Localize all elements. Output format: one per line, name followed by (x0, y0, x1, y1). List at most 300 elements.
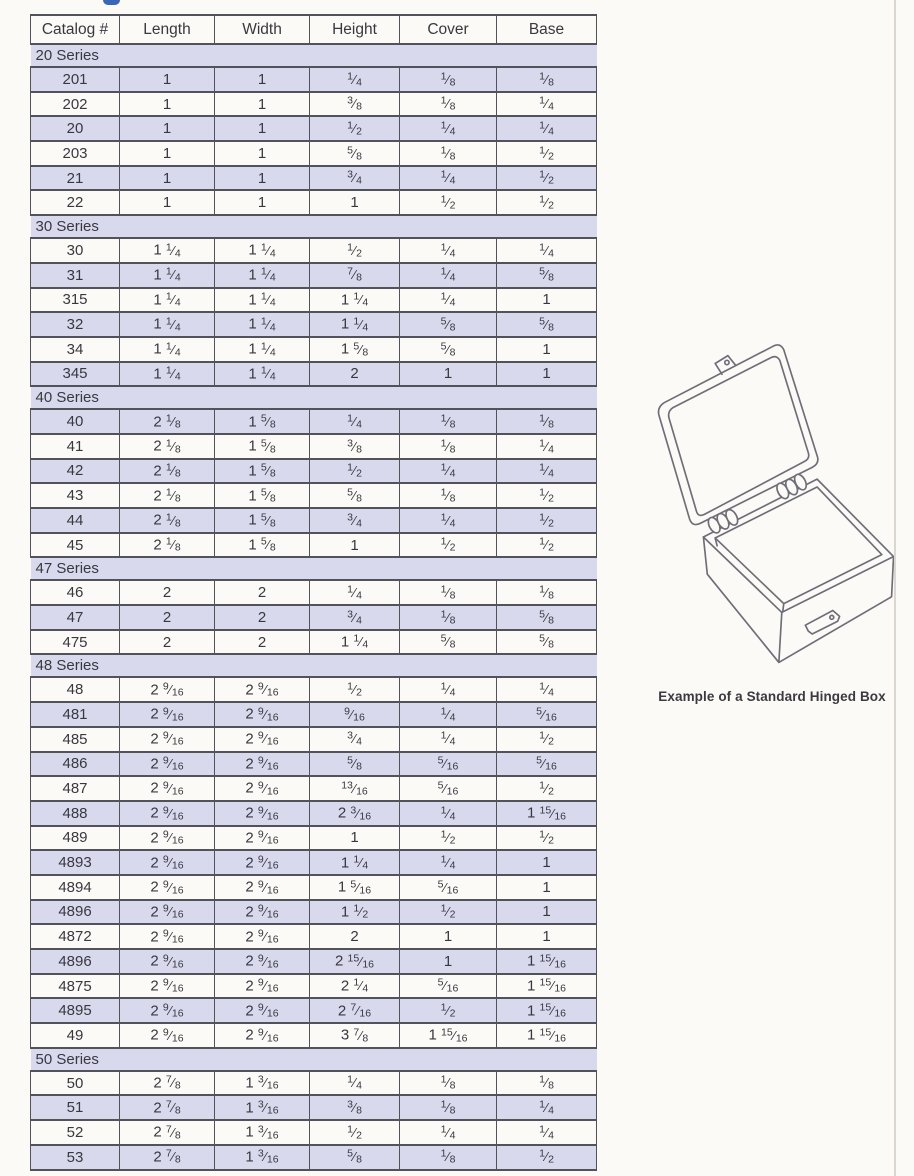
dimension-value: 1 (215, 190, 310, 215)
table-row (31, 702, 597, 727)
fraction: $^9$⁄16 (257, 1026, 279, 1044)
dimension-value (497, 580, 597, 605)
fraction: $^{15}$⁄16 (440, 1026, 468, 1044)
fraction: $^1$⁄2 (539, 730, 554, 748)
dimension-value: 2 $^7$⁄16 (310, 998, 400, 1023)
series-band (31, 386, 597, 409)
dimension-value: 2 $^9$⁄16 (215, 875, 310, 900)
dimension-value: 1 (120, 92, 215, 117)
fraction: $^9$⁄16 (162, 1026, 184, 1044)
fraction: $^1$⁄2 (539, 779, 554, 798)
dimension-value: 1 $^5$⁄8 (215, 434, 310, 459)
fraction: $^5$⁄16 (437, 779, 459, 798)
dimension-value: 1 $^1$⁄4 (215, 312, 310, 337)
dimension-value (497, 702, 597, 727)
table-row (31, 875, 597, 900)
base-walls (703, 537, 893, 662)
dimension-value: 2 $^3$⁄16 (310, 801, 400, 826)
table-row (31, 166, 597, 191)
table-row (31, 974, 597, 999)
fraction: $^1$⁄4 (347, 583, 362, 602)
dimension-value (310, 752, 400, 777)
fraction: $^7$⁄8 (165, 1098, 181, 1117)
dimension-value: 2 (310, 362, 400, 387)
catalog-number: 201 (31, 67, 120, 92)
fraction: $^1$⁄2 (347, 1123, 362, 1142)
dimension-value (310, 605, 400, 630)
table-row (31, 92, 597, 117)
column-header: Length (120, 15, 215, 44)
dimension-value: 2 $^9$⁄16 (215, 826, 310, 851)
fraction: $^1$⁄4 (440, 730, 456, 748)
fraction: $^9$⁄16 (162, 927, 184, 946)
fraction: $^1$⁄4 (165, 241, 181, 260)
fraction: $^1$⁄2 (440, 828, 456, 847)
catalog-number: 203 (31, 141, 120, 166)
dimension-value (310, 1071, 400, 1096)
dimension-value: 2 $^9$⁄16 (120, 752, 215, 777)
table-row (31, 949, 597, 974)
dimension-value: 3 $^7$⁄8 (310, 1023, 400, 1048)
dimension-value (310, 580, 400, 605)
table-row (31, 605, 597, 630)
fraction: $^1$⁄2 (347, 241, 362, 260)
fraction: $^5$⁄8 (539, 608, 554, 626)
dimension-value: 1 (497, 288, 597, 313)
dimension-value: 2 $^9$⁄16 (120, 949, 215, 974)
fraction: $^1$⁄4 (165, 266, 181, 284)
dimension-value: 2 (215, 580, 310, 605)
fraction: $^1$⁄8 (440, 1148, 456, 1166)
dimension-value: 1 (215, 166, 310, 191)
dimension-value: 2 $^9$⁄16 (120, 924, 215, 949)
dimension-value (497, 116, 597, 141)
fraction: $^1$⁄4 (539, 94, 554, 113)
fraction: $^5$⁄8 (347, 144, 362, 162)
dimension-value: 2 $^9$⁄16 (120, 875, 215, 900)
table-row (31, 362, 597, 387)
catalog-number: 45 (31, 533, 120, 558)
fraction: $^1$⁄8 (440, 94, 456, 113)
dimension-value (310, 434, 400, 459)
fraction: $^1$⁄8 (165, 511, 181, 529)
dimension-value (497, 312, 597, 337)
column-header: Base (497, 15, 597, 44)
dimension-value (400, 752, 497, 777)
dimension-value (497, 483, 597, 508)
catalog-number: 44 (31, 508, 120, 533)
fraction: $^5$⁄8 (539, 266, 554, 284)
fraction: $^1$⁄2 (539, 486, 554, 505)
fraction: $^1$⁄4 (353, 976, 369, 995)
fraction: $^1$⁄4 (440, 266, 456, 284)
table-row (31, 850, 597, 875)
table-row (31, 312, 597, 337)
dimension-value (310, 92, 400, 117)
fraction: $^1$⁄8 (165, 486, 181, 505)
fraction: $^5$⁄16 (536, 754, 557, 773)
fraction: $^7$⁄8 (347, 266, 362, 284)
fraction: $^1$⁄4 (440, 169, 456, 187)
fraction: $^1$⁄8 (165, 437, 181, 455)
dimension-value: 1 $^{15}$⁄16 (497, 974, 597, 999)
dimension-value: 2 $^7$⁄8 (120, 1071, 215, 1096)
fraction: $^5$⁄8 (260, 535, 276, 554)
series-label: 30 Series (31, 215, 597, 238)
catalog-number: 4895 (31, 998, 120, 1023)
fraction: $^1$⁄2 (440, 535, 456, 554)
dimension-value: 1 (120, 67, 215, 92)
dimension-value (310, 702, 400, 727)
table-row (31, 1023, 597, 1048)
dimension-value: 2 $^1$⁄4 (310, 974, 400, 999)
dimension-value: 1 $^3$⁄16 (215, 1071, 310, 1096)
fraction: $^9$⁄16 (257, 902, 279, 921)
dimension-value: 2 $^9$⁄16 (215, 1023, 310, 1048)
dimension-value: 2 $^{15}$⁄16 (310, 949, 400, 974)
catalog-number: 40 (31, 409, 120, 434)
fraction: $^1$⁄4 (353, 853, 369, 872)
table-row (31, 1071, 597, 1096)
fraction: $^1$⁄8 (165, 412, 181, 431)
dimension-value (497, 141, 597, 166)
fraction: $^5$⁄8 (353, 340, 369, 358)
table-row (31, 533, 597, 558)
dimension-value (400, 900, 497, 925)
fraction: $^9$⁄16 (162, 952, 184, 970)
fraction: $^1$⁄4 (347, 1074, 362, 1092)
dimension-value: 2 $^9$⁄16 (120, 677, 215, 702)
dimension-value (400, 312, 497, 337)
dimension-value (400, 166, 497, 191)
dimension-value: 2 $^9$⁄16 (215, 727, 310, 752)
series-label: 47 Series (31, 557, 597, 580)
fraction: $^1$⁄2 (440, 193, 456, 212)
dimension-value: 1 $^1$⁄4 (120, 312, 215, 337)
fraction: $^{15}$⁄16 (347, 952, 375, 970)
dimension-value: 2 $^1$⁄8 (120, 409, 215, 434)
table-row (31, 67, 597, 92)
fraction: $^1$⁄4 (539, 461, 554, 480)
dimension-value (497, 605, 597, 630)
dimension-value (400, 508, 497, 533)
fraction: $^1$⁄4 (165, 290, 181, 309)
dimension-value (310, 727, 400, 752)
fraction: $^3$⁄4 (347, 169, 362, 187)
dimension-value: 2 (120, 580, 215, 605)
fraction: $^1$⁄4 (260, 241, 276, 260)
catalog-number: 20 (31, 116, 120, 141)
fraction: $^9$⁄16 (257, 680, 279, 699)
dimension-value (400, 826, 497, 851)
fraction: $^{15}$⁄16 (539, 952, 567, 970)
dimension-value: 1 $^3$⁄16 (215, 1145, 310, 1170)
table-row (31, 752, 597, 777)
fraction: $^9$⁄16 (162, 779, 184, 798)
dimension-value: 1 (310, 190, 400, 215)
fraction: $^7$⁄8 (165, 1123, 181, 1142)
dimension-value (400, 1095, 497, 1120)
fraction: $^5$⁄8 (260, 412, 276, 431)
dimension-value (400, 116, 497, 141)
fraction: $^1$⁄8 (440, 583, 456, 602)
dimension-value (310, 409, 400, 434)
fraction: $^7$⁄8 (165, 1148, 181, 1166)
dimension-value: 2 $^9$⁄16 (215, 974, 310, 999)
fraction: $^1$⁄4 (165, 364, 181, 383)
fraction: $^3$⁄8 (347, 437, 362, 455)
fraction: $^9$⁄16 (162, 853, 184, 872)
fraction: $^1$⁄4 (260, 290, 276, 309)
dimension-value (400, 974, 497, 999)
column-header: Height (310, 15, 400, 44)
fraction: $^3$⁄8 (347, 94, 362, 113)
dimension-value: 2 $^1$⁄8 (120, 533, 215, 558)
fraction: $^3$⁄4 (347, 608, 362, 626)
dimension-value: 2 $^9$⁄16 (120, 998, 215, 1023)
fraction: $^1$⁄4 (353, 315, 369, 334)
dimension-value (497, 752, 597, 777)
dimension-value: 1 (215, 67, 310, 92)
table-row (31, 727, 597, 752)
fraction: $^1$⁄4 (260, 266, 276, 284)
dimension-value: 1 $^{15}$⁄16 (497, 801, 597, 826)
dimension-value (310, 67, 400, 92)
fraction: $^1$⁄8 (440, 486, 456, 505)
fraction: $^1$⁄4 (165, 315, 181, 334)
catalog-number: 50 (31, 1071, 120, 1096)
fraction: $^9$⁄16 (257, 804, 279, 822)
fraction: $^9$⁄16 (257, 779, 279, 798)
fraction: $^5$⁄16 (350, 878, 372, 896)
fraction: $^9$⁄16 (257, 828, 279, 847)
catalog-number: 21 (31, 166, 120, 191)
dimension-value: 1 $^1$⁄4 (120, 362, 215, 387)
fraction: $^1$⁄4 (539, 1123, 554, 1142)
fraction: $^9$⁄16 (344, 705, 365, 724)
table-row (31, 434, 597, 459)
dimension-value: 1 (497, 362, 597, 387)
fraction: $^{15}$⁄16 (539, 804, 567, 822)
dimension-value (497, 459, 597, 484)
table-row (31, 288, 597, 313)
dimension-value: 2 $^9$⁄16 (215, 752, 310, 777)
table-row (31, 459, 597, 484)
dimension-value: 1 (400, 924, 497, 949)
fraction: $^5$⁄8 (440, 340, 456, 358)
dimension-value: 1 $^1$⁄4 (310, 630, 400, 655)
column-header: Cover (400, 15, 497, 44)
dimension-value (400, 483, 497, 508)
dimension-value (497, 238, 597, 263)
dimension-value: 1 $^1$⁄4 (120, 337, 215, 362)
dimension-value: 1 $^{15}$⁄16 (497, 949, 597, 974)
dimension-value (400, 850, 497, 875)
fraction: $^1$⁄4 (353, 633, 369, 651)
fraction: $^3$⁄16 (350, 804, 372, 822)
dimension-value: 1 (215, 92, 310, 117)
catalog-number: 47 (31, 605, 120, 630)
dimension-value: 2 $^1$⁄8 (120, 459, 215, 484)
table-row (31, 801, 597, 826)
fraction: $^1$⁄8 (539, 412, 554, 431)
dimension-value: 2 $^9$⁄16 (215, 949, 310, 974)
fraction: $^1$⁄4 (440, 705, 456, 724)
fraction: $^5$⁄8 (539, 315, 554, 334)
dimension-value: 1 $^{15}$⁄16 (497, 998, 597, 1023)
fraction: $^1$⁄4 (539, 1098, 554, 1117)
table-row (31, 1120, 597, 1145)
fraction: $^1$⁄2 (539, 511, 554, 529)
table-row (31, 630, 597, 655)
dimension-value: 1 $^1$⁄2 (310, 900, 400, 925)
fraction: $^9$⁄16 (257, 754, 279, 773)
catalog-number: 42 (31, 459, 120, 484)
fraction: $^1$⁄2 (539, 1148, 554, 1166)
dimension-value (400, 409, 497, 434)
fraction: $^1$⁄4 (440, 290, 456, 309)
fraction: $^1$⁄4 (347, 412, 362, 431)
catalog-number: 32 (31, 312, 120, 337)
catalog-number: 30 (31, 238, 120, 263)
dimension-value: 1 $^1$⁄4 (120, 288, 215, 313)
hinged-box-size-table (30, 14, 597, 1171)
fraction: $^1$⁄4 (539, 680, 554, 699)
fraction: $^1$⁄8 (165, 535, 181, 554)
fraction: $^1$⁄2 (347, 461, 362, 480)
catalog-number: 4896 (31, 900, 120, 925)
dimension-value: 2 $^9$⁄16 (215, 776, 310, 801)
dimension-value (497, 727, 597, 752)
dimension-value (400, 605, 497, 630)
dimension-value: 1 $^3$⁄16 (215, 1120, 310, 1145)
dimension-value: 1 (215, 141, 310, 166)
dimension-value (400, 238, 497, 263)
dimension-value (497, 630, 597, 655)
fraction: $^9$⁄16 (257, 730, 279, 748)
dimension-value (497, 533, 597, 558)
dimension-value (497, 434, 597, 459)
dimension-value (310, 459, 400, 484)
dimension-value (497, 92, 597, 117)
fraction: $^1$⁄2 (539, 828, 554, 847)
fraction: $^1$⁄2 (347, 119, 362, 138)
dimension-value: 2 $^9$⁄16 (215, 801, 310, 826)
table-row (31, 190, 597, 215)
fraction: $^5$⁄8 (260, 437, 276, 455)
dimension-value: 2 $^7$⁄8 (120, 1120, 215, 1145)
fraction: $^7$⁄16 (350, 1001, 372, 1020)
dimension-value (497, 508, 597, 533)
dimension-value: 1 (400, 362, 497, 387)
dimension-value: 1 (310, 533, 400, 558)
dimension-value: 2 $^9$⁄16 (120, 776, 215, 801)
fraction: $^1$⁄4 (440, 853, 456, 872)
dimension-value: 1 (497, 850, 597, 875)
fraction: $^5$⁄8 (440, 315, 456, 334)
dimension-value: 1 $^1$⁄4 (215, 288, 310, 313)
dimension-value: 2 $^9$⁄16 (120, 801, 215, 826)
fraction: $^3$⁄4 (347, 511, 362, 529)
fraction: $^5$⁄8 (260, 486, 276, 505)
dimension-value: 2 $^7$⁄8 (120, 1145, 215, 1170)
fraction: $^1$⁄2 (347, 680, 362, 699)
fraction: $^1$⁄4 (539, 241, 554, 260)
series-label: 50 Series (31, 1048, 597, 1071)
dimension-value: 1 $^5$⁄8 (310, 337, 400, 362)
dimension-value (310, 238, 400, 263)
dimension-value (497, 190, 597, 215)
catalog-number: 4896 (31, 949, 120, 974)
dimension-value (400, 677, 497, 702)
fraction: $^5$⁄8 (260, 461, 276, 480)
dimension-value (310, 1095, 400, 1120)
dimension-value (400, 263, 497, 288)
fraction: $^1$⁄4 (440, 1123, 456, 1142)
dimension-value (400, 190, 497, 215)
dimension-value: 2 $^9$⁄16 (120, 826, 215, 851)
table-row (31, 900, 597, 925)
fraction: $^1$⁄4 (347, 70, 362, 88)
table-row (31, 677, 597, 702)
catalog-number: 4893 (31, 850, 120, 875)
dimension-value (400, 630, 497, 655)
fraction: $^9$⁄16 (257, 952, 279, 970)
dimension-value: 1 (497, 900, 597, 925)
fraction: $^1$⁄2 (440, 902, 456, 921)
dimension-value: 1 $^5$⁄8 (215, 533, 310, 558)
fraction: $^1$⁄8 (440, 144, 456, 162)
series-band (31, 557, 597, 580)
dimension-value: 1 $^1$⁄4 (215, 362, 310, 387)
dimension-value: 1 (120, 190, 215, 215)
dimension-value (400, 998, 497, 1023)
base-latch-pin (830, 615, 834, 619)
dimension-value: 1 (497, 924, 597, 949)
fraction: $^9$⁄16 (257, 878, 279, 896)
catalog-number: 34 (31, 337, 120, 362)
catalog-number: 481 (31, 702, 120, 727)
dimension-value: 1 (497, 875, 597, 900)
table-body (31, 44, 597, 1170)
fraction: $^1$⁄2 (539, 144, 554, 162)
fraction: $^9$⁄16 (162, 976, 184, 995)
dimension-value: 1 $^5$⁄16 (310, 875, 400, 900)
catalog-number: 202 (31, 92, 120, 117)
dimension-value: 2 (120, 605, 215, 630)
catalog-number: 345 (31, 362, 120, 387)
fraction: $^{15}$⁄16 (539, 1001, 567, 1020)
fraction: $^1$⁄8 (440, 70, 456, 88)
fraction: $^{15}$⁄16 (539, 1026, 567, 1044)
catalog-number: 487 (31, 776, 120, 801)
dimension-value: 2 $^9$⁄16 (215, 998, 310, 1023)
fraction: $^1$⁄8 (440, 1074, 456, 1092)
fraction: $^1$⁄4 (440, 119, 456, 138)
series-label: 40 Series (31, 386, 597, 409)
fraction: $^1$⁄4 (165, 340, 181, 358)
fraction: $^9$⁄16 (162, 705, 184, 724)
dimension-value: 2 $^9$⁄16 (120, 1023, 215, 1048)
table-row (31, 483, 597, 508)
dimension-value (497, 826, 597, 851)
fraction: $^9$⁄16 (162, 902, 184, 921)
dimension-value: 1 (120, 141, 215, 166)
series-band (31, 215, 597, 238)
table-row (31, 508, 597, 533)
fraction: $^5$⁄8 (260, 511, 276, 529)
table-row (31, 776, 597, 801)
